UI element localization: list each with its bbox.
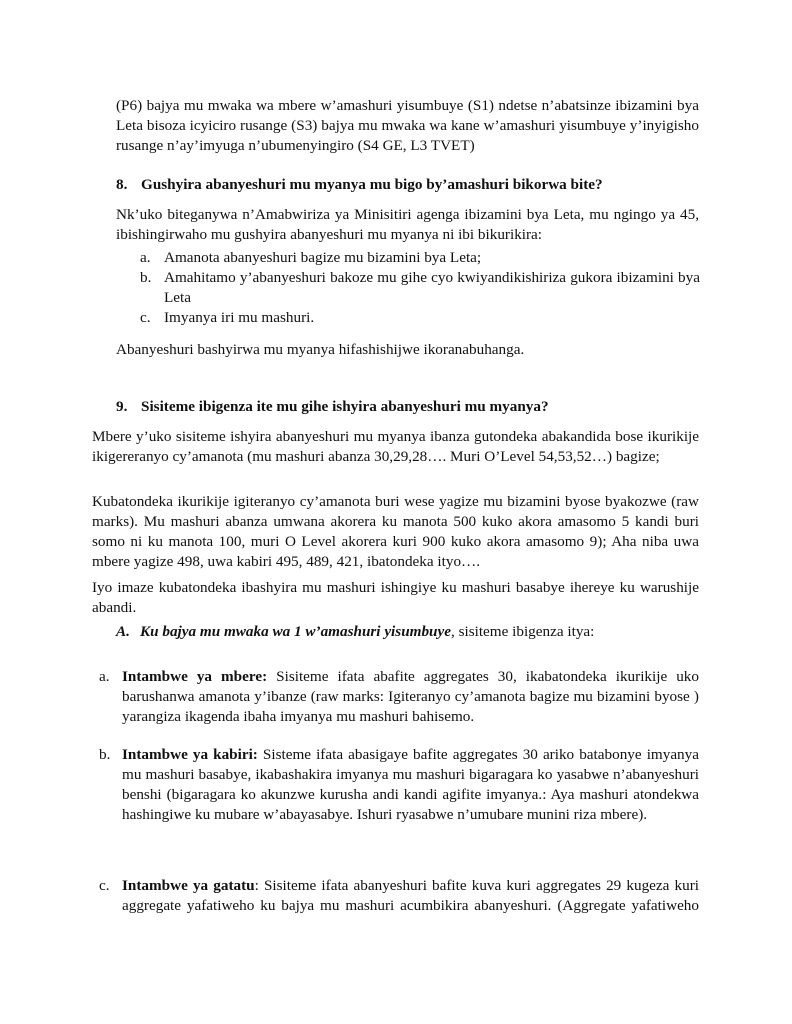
list-marker: a.: [140, 249, 151, 266]
list-item-text: Imyanya iri mu mashuri.: [164, 309, 315, 326]
heading-text: Gushyira abanyeshuri mu myanya mu bigo by’amashuri bikorwa bite?: [141, 176, 603, 193]
list-item-text: Amanota abanyeshuri bagize mu bizamini bya Leta;: [164, 249, 482, 266]
section-8-closing: Abanyeshuri bashyirwa mu myanya hifashishijwe ikoranabuhanga.: [116, 341, 525, 358]
subsection-heading-text: [140, 622, 720, 642]
section-9-heading: [116, 397, 716, 417]
subsection-marker: A.: [116, 623, 130, 640]
step-text: [122, 745, 699, 825]
list-item-text: Amahitamo y’abanyeshuri bakoze mu gihe cyo kwiyandikishiriza gukora ibizamini bya Leta: [164, 269, 700, 306]
section-8-paragraph: Nk’uko biteganywa n’Amabwiriza ya Minisitiri agenga ibizamini bya Leta, mu ngingo ya 45, ibishingirwaho mu gushyira abanyeshuri mu myanya ni ibi bikurikira:: [116, 206, 699, 243]
step-body: Sisteme ifata abasigaye bafite aggregates 30 ariko batabonye imyanya mu mashuri basabye, ikabashakira imyanya mu mashuri bigaragara ko yasabwe n’abanyeshuri benshi (bigaragara ko akunzwe kurusha andi kandi agifite imyanya.: Aya mashuri atondekwa hashingiwe ku mubare w’abayasabye. Ishuri ryasabwe n’umubare munini riza mbere).: [122, 746, 699, 823]
step-body: Sisiteme ifata abafite aggregates 30, ikabatondeka ikurikije uko barushanwa amanota y’ibanze (raw marks: Igiteranyo cy’amanota bagize mu bizamini byose ) yarangiza ikagenda ibaha imyanya mu mashuri bahisemo.: [122, 668, 699, 725]
section-number: 9.: [116, 398, 128, 415]
list-item: [140, 268, 700, 308]
step-label: Intambwe ya gatatu: [122, 877, 255, 894]
intro-paragraph: (P6) bajya mu mwaka wa mbere w’amashuri yisumbuye (S1) ndetse n’abatsinze ibizamini bya Leta bisoza icyiciro rusange (S3) bajya mu mwaka wa kane w’amashuri yisumbuye y’inyigisho rusange n’ay’imyuga n’ubumenyingiro (S4 GE, L3 TVET): [116, 97, 699, 154]
step-label: Intambwe ya kabiri:: [122, 746, 258, 763]
list-item: [140, 248, 700, 268]
section-9-paragraph-2: Kubatondeka ikurikije igiteranyo cy’amanota buri wese yagize mu bizamini byose byakozwe (raw marks). Mu mashuri abanza umwana akorera ku manota 500 kuko akora amasomo 5 kandi buri somo ni ku manota 100, muri O Level akorera kuri 900 kuko akora amasomo 9); Aha niba uwa mbere yagize 498, uwa kabiri 495, 489, 421, ibatondeka ityo….: [92, 493, 699, 570]
subsection-suffix: , sisiteme ibigenza itya:: [450, 623, 595, 640]
subsection-a-heading: [116, 622, 716, 642]
step-item: [99, 745, 699, 845]
step-label: Intambwe ya mbere:: [122, 668, 268, 685]
step-item: [99, 667, 699, 727]
list-item: [140, 308, 700, 328]
section-9-paragraph-1: Mbere y’uko sisiteme ishyira abanyeshuri mu myanya ibanza gutondeka abakandida bose ikurikije ikigereranyo cy’amanota (mu mashuri abanza 30,29,28…. Muri O’Level 54,53,52…) bagize;: [92, 428, 699, 465]
step-text: [122, 667, 699, 727]
subsection-title: Ku bajya mu mwaka wa 1 w’amashuri yisumbuye: [140, 623, 451, 640]
step-marker: c.: [99, 877, 110, 894]
step-marker: a.: [99, 668, 110, 685]
step-item: [99, 876, 699, 916]
step-marker: b.: [99, 746, 111, 763]
section-number: 8.: [116, 176, 128, 193]
section-8-heading: [116, 175, 716, 195]
list-marker: c.: [140, 309, 151, 326]
section-9-paragraph-3: Iyo imaze kubatondeka ibashyira mu mashuri ishingiye ku mashuri basabye ihereye ku warushije abandi.: [92, 579, 699, 616]
heading-text: Sisiteme ibigenza ite mu gihe ishyira abanyeshuri mu myanya?: [141, 398, 549, 415]
step-text: [122, 876, 699, 916]
step-body: : Sisiteme ifata abanyeshuri bafite kuva kuri aggregates 29 kugeza kuri aggregate yafatiweho ku bajya mu mashuri acumbikira abanyeshuri. (Aggregate yafatiweho: [122, 877, 699, 914]
list-marker: b.: [140, 269, 152, 286]
